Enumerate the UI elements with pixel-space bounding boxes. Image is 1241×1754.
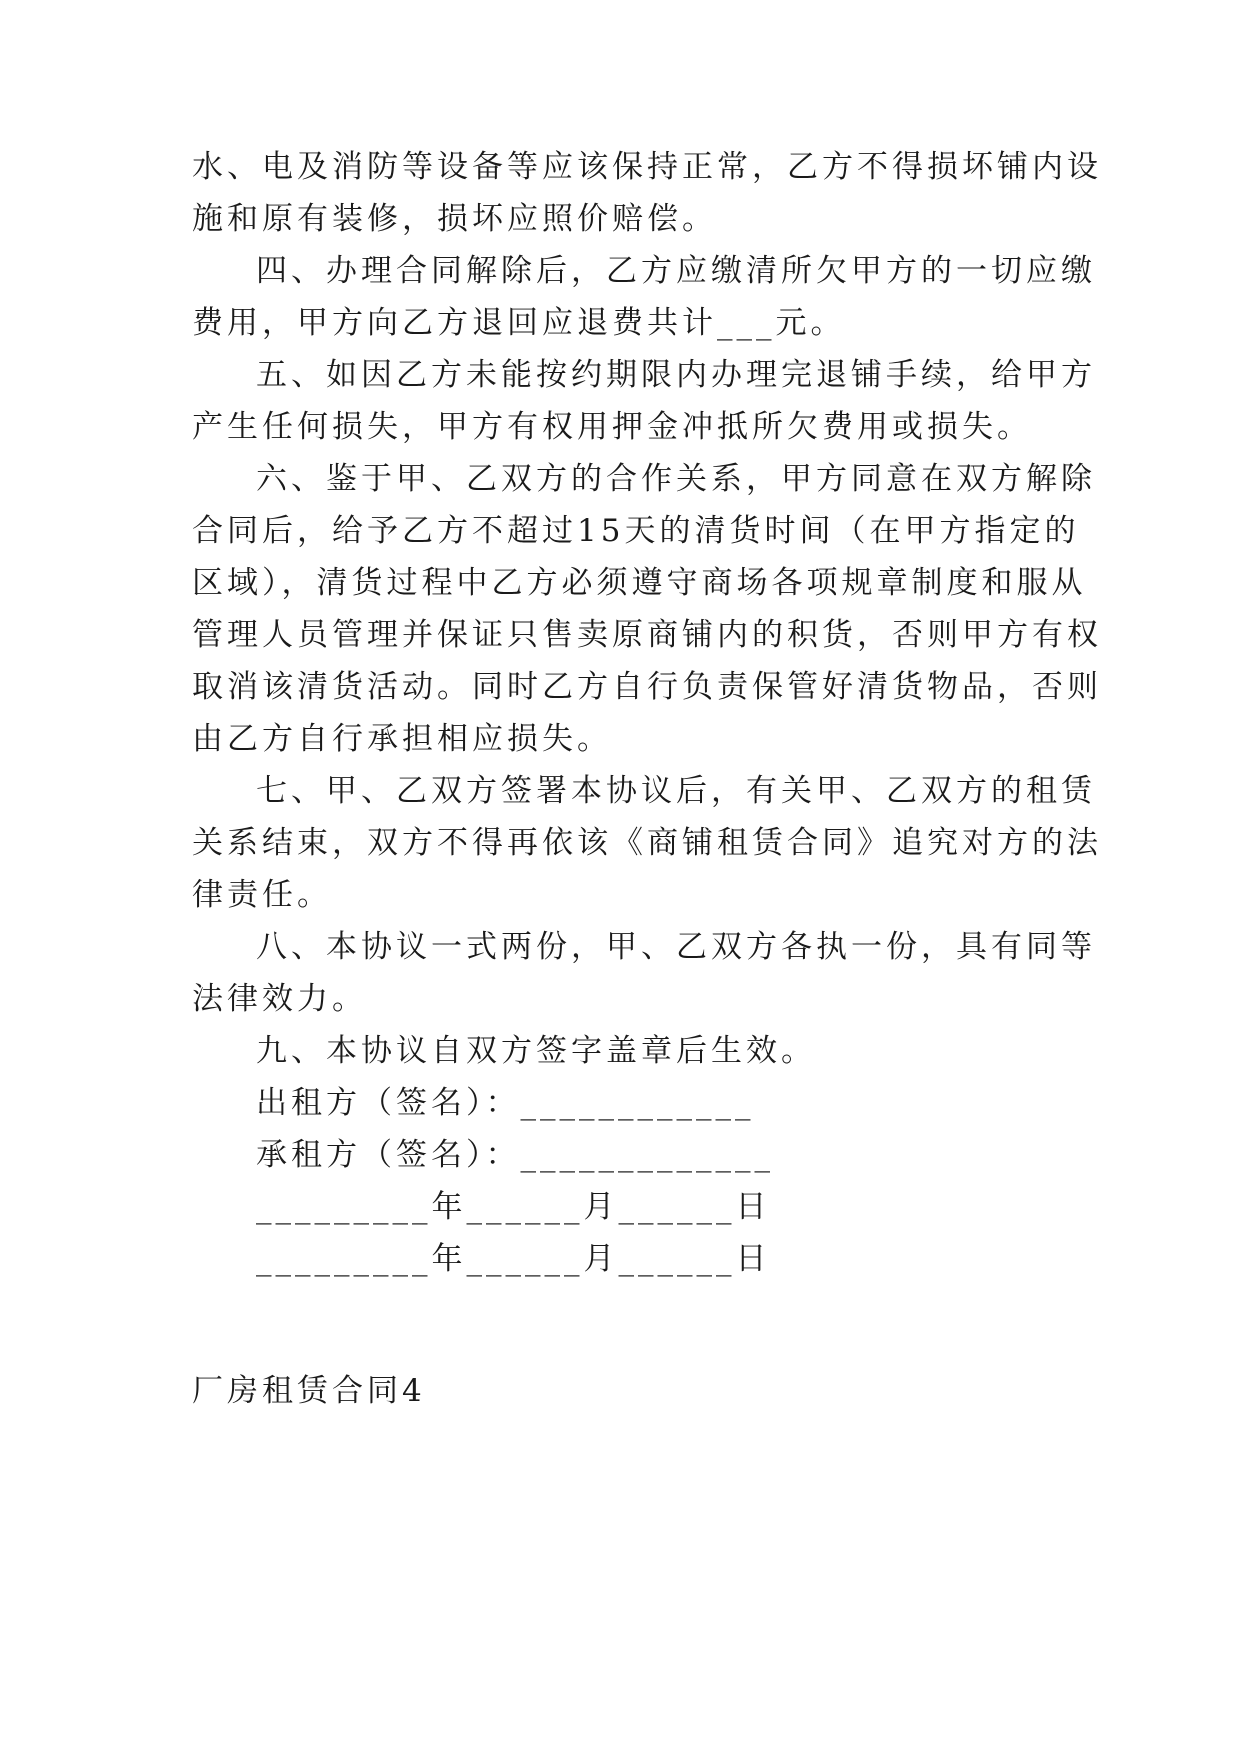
paragraph-line: 管理人员管理并保证只售卖原商铺内的积货，否则甲方有权: [192, 617, 1102, 653]
paragraph-line: 关系结束，双方不得再依该《商铺租赁合同》追究对方的法: [192, 825, 1102, 861]
date-line: _________年______月______日: [256, 1241, 771, 1277]
paragraph-line: 法律效力。: [192, 981, 367, 1017]
paragraph-line: 五、如因乙方未能按约期限内办理完退铺手续，给甲方: [256, 357, 1096, 393]
paragraph-line: 由乙方自行承担相应损失。: [192, 721, 612, 757]
paragraph-line: 六、鉴于甲、乙双方的合作关系，甲方同意在双方解除: [256, 461, 1096, 497]
paragraph-line: 产生任何损失，甲方有权用押金冲抵所欠费用或损失。: [192, 409, 1032, 445]
section-title: 厂房租赁合同4: [192, 1373, 426, 1409]
paragraph-line: 八、本协议一式两份，甲、乙双方各执一份，具有同等: [256, 929, 1096, 965]
paragraph-line: 取消该清货活动。同时乙方自行负责保管好清货物品，否则: [192, 669, 1102, 705]
lessee-signature: 承租方（签名）：_____________: [256, 1137, 774, 1173]
paragraph-line: 费用，甲方向乙方退回应退费共计___元。: [192, 305, 846, 341]
lessor-signature: 出租方（签名）：____________: [256, 1085, 755, 1121]
paragraph-line: 区域），清货过程中乙方必须遵守商场各项规章制度和服从: [192, 565, 1087, 601]
paragraph-line: 施和原有装修，损坏应照价赔偿。: [192, 201, 717, 237]
paragraph-line: 水、电及消防等设备等应该保持正常，乙方不得损坏铺内设: [192, 149, 1102, 185]
date-line: _________年______月______日: [256, 1189, 771, 1225]
paragraph-line: 九、本协议自双方签字盖章后生效。: [256, 1033, 816, 1069]
paragraph-line: 合同后，给予乙方不超过15天的清货时间（在甲方指定的: [192, 513, 1080, 549]
paragraph-line: 七、甲、乙双方签署本协议后，有关甲、乙双方的租赁: [256, 773, 1096, 809]
paragraph-line: 四、办理合同解除后，乙方应缴清所欠甲方的一切应缴: [256, 253, 1096, 289]
paragraph-line: 律责任。: [192, 877, 332, 913]
